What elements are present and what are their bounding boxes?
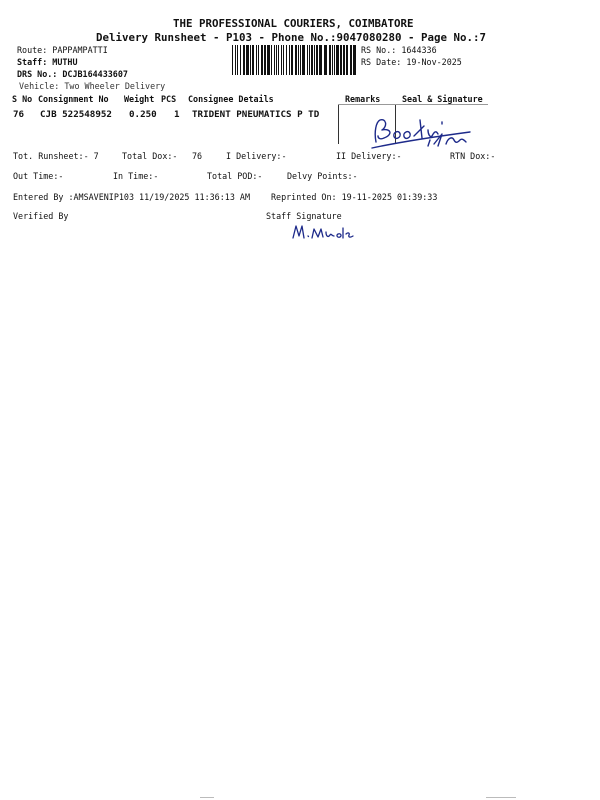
barcode-bar [278, 45, 279, 75]
staff-signature-label: Staff Signature [266, 211, 342, 221]
barcode-bar [332, 45, 333, 75]
barcode-bar [346, 45, 348, 75]
col-consignee: Consignee Details [188, 94, 274, 104]
barcode-bar [340, 45, 342, 75]
company-name: THE PROFESSIONAL COURIERS, COIMBATORE [173, 17, 414, 30]
in-time: In Time:- [113, 171, 159, 181]
barcode-bar [314, 45, 315, 75]
row-weight: 0.250 [129, 109, 157, 120]
barcode-bar [302, 45, 305, 75]
barcode-bar [243, 45, 245, 75]
delvy-points: Delvy Points:- [287, 171, 358, 181]
scan-mark [200, 797, 214, 798]
reprinted-on: Reprinted On: 19-11-2025 01:39:33 [271, 192, 438, 202]
barcode-bar [232, 45, 233, 75]
drs-number: DRS No.: DCJB164433607 [17, 69, 128, 79]
col-consignment: Consignment No [38, 94, 109, 104]
col-remarks: Remarks [345, 94, 381, 104]
barcode-bar [240, 45, 241, 75]
runsheet-title: Delivery Runsheet - P103 - Phone No.:9047080280 - Page No.:7 [96, 31, 487, 44]
barcode-bar [256, 45, 257, 75]
tot-runsheet: Tot. Runsheet:- 7 [13, 151, 99, 161]
total-pod: Total POD:- [207, 171, 263, 181]
total-dox-label: Total Dox:- [122, 151, 178, 161]
barcode-bar [295, 45, 297, 75]
barcode-bar [291, 45, 293, 75]
barcode-bar [324, 45, 327, 75]
row-sno: 76 [13, 109, 25, 120]
barcode-bar [267, 45, 270, 75]
staff-signature [290, 222, 360, 244]
barcode-bar [271, 45, 272, 75]
barcode-bar [264, 45, 266, 75]
barcode-bar [350, 45, 352, 75]
ii-delivery: II Delivery:- [336, 151, 402, 161]
rs-date: RS Date: 19-Nov-2025 [361, 57, 462, 67]
col-pcs: PCS [161, 94, 177, 104]
staff-label: Staff: MUTHU [17, 57, 78, 67]
cell-top-border [338, 104, 488, 105]
row-consignee: TRIDENT PNEUMATICS P TD [192, 109, 320, 120]
barcode-bar [298, 45, 299, 75]
entered-by: Entered By :AMSAVENIP103 11/19/2025 11:36:13 AM [13, 192, 250, 202]
out-time: Out Time:- [13, 171, 64, 181]
barcode-bar [237, 45, 238, 75]
barcode-bar [283, 45, 284, 75]
rtn-dox: RTN Dox:- [450, 151, 496, 161]
row-pcs: 1 [174, 109, 180, 120]
i-delivery: I Delivery:- [226, 151, 287, 161]
barcode-bar [334, 45, 335, 75]
receiver-signature [370, 112, 485, 154]
barcode-bar [309, 45, 310, 75]
barcode-bar [329, 45, 331, 75]
barcode-bar [289, 45, 290, 75]
barcode-bar [336, 45, 339, 75]
barcode-bar [276, 45, 277, 75]
col-sno: S No [12, 94, 33, 104]
barcode-bar [235, 45, 236, 75]
barcode-bar [343, 45, 345, 75]
barcode-bar [353, 45, 356, 75]
barcode-bar [319, 45, 322, 75]
barcode-bar [261, 45, 263, 75]
barcode-bar [281, 45, 282, 75]
barcode-bar [274, 45, 275, 75]
barcode-bar [311, 45, 313, 75]
barcode-bar [258, 45, 259, 75]
total-dox-value: 76 [192, 151, 203, 161]
barcode-bar [252, 45, 254, 75]
remarks-left-border [338, 104, 339, 144]
scan-mark [486, 797, 516, 798]
rs-number: RS No.: 1644336 [361, 45, 437, 55]
vehicle-label: Vehicle: Two Wheeler Delivery [19, 81, 166, 91]
barcode-bar [316, 45, 318, 75]
route-label: Route: PAPPAMPATTI [17, 45, 108, 55]
barcode-bar [307, 45, 308, 75]
col-weight: Weight [124, 94, 155, 104]
barcode-graphic [230, 45, 358, 75]
barcode-bar [250, 45, 251, 75]
barcode-bar [246, 45, 249, 75]
col-seal-signature: Seal & Signature [402, 94, 483, 104]
barcode-bar [286, 45, 287, 75]
verified-by-label: Verified By [13, 211, 69, 221]
barcode [230, 45, 358, 75]
row-consignment-no: CJB 522548952 [40, 109, 112, 120]
barcode-bar [300, 45, 301, 75]
